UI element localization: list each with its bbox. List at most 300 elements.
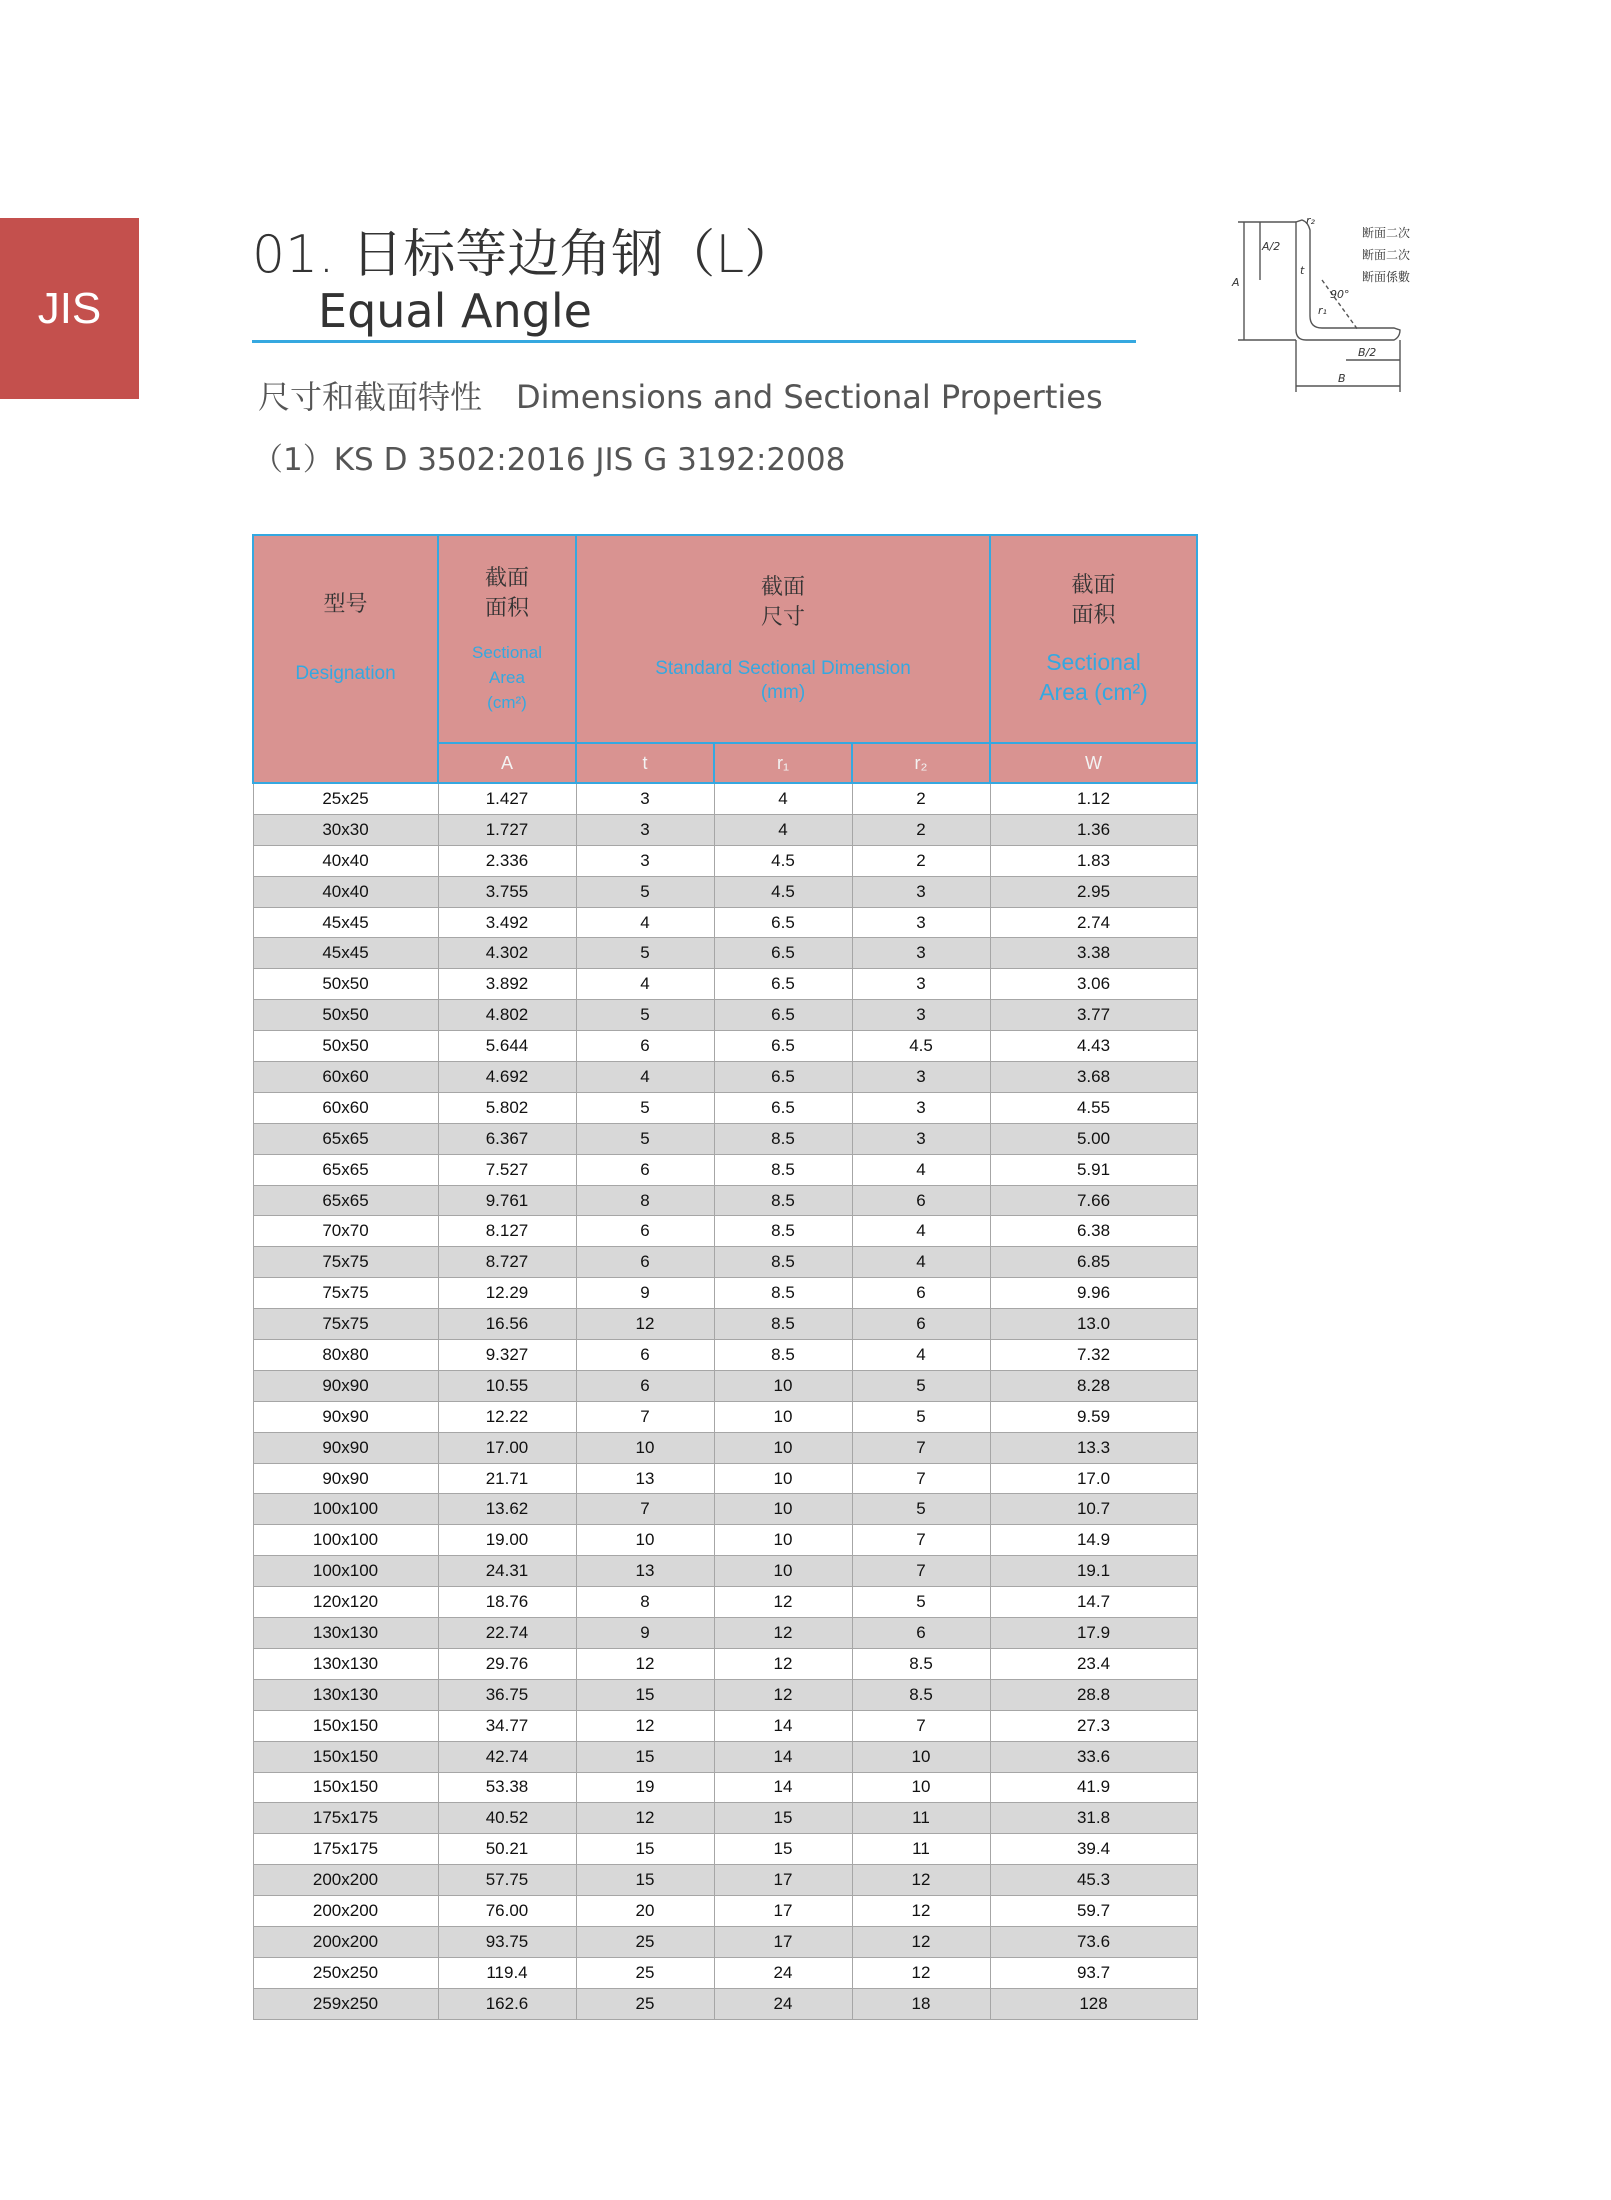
r2-cell: 12: [852, 1865, 990, 1896]
r2-cell: 10: [852, 1741, 990, 1772]
area-cell: 8.727: [438, 1247, 576, 1278]
w-cell: 5.91: [990, 1154, 1197, 1185]
t-cell: 9: [576, 1618, 714, 1649]
diagram-label-b: B: [1338, 372, 1346, 385]
designation-cell: 100x100: [253, 1494, 438, 1525]
table-row: [253, 969, 1197, 1000]
area-cell: 17.00: [438, 1432, 576, 1463]
r1-cell: 10: [714, 1370, 852, 1401]
t-cell: 12: [576, 1803, 714, 1834]
table-row: [253, 1896, 1197, 1927]
area-cell: 21.71: [438, 1463, 576, 1494]
diagram-label-r1: r₁: [1318, 304, 1327, 317]
area-cell: 93.75: [438, 1926, 576, 1957]
table-row: [253, 1309, 1197, 1340]
area-cell: 1.727: [438, 814, 576, 845]
t-cell: 5: [576, 1000, 714, 1031]
table-row: [253, 1278, 1197, 1309]
header-area-en-line2: Area: [489, 667, 525, 687]
area-cell: 18.76: [438, 1587, 576, 1618]
area-cell: 50.21: [438, 1834, 576, 1865]
w-cell: 31.8: [990, 1803, 1197, 1834]
table-row: [253, 1741, 1197, 1772]
table-row: [253, 1865, 1197, 1896]
r1-cell: 24: [714, 1988, 852, 2019]
w-cell: 2.74: [990, 907, 1197, 938]
w-cell: 17.0: [990, 1463, 1197, 1494]
designation-cell: 90x90: [253, 1370, 438, 1401]
w-cell: 6.85: [990, 1247, 1197, 1278]
r2-cell: 3: [852, 1092, 990, 1123]
r2-cell: 11: [852, 1803, 990, 1834]
designation-cell: 130x130: [253, 1618, 438, 1649]
area-cell: 5.644: [438, 1031, 576, 1062]
r1-cell: 10: [714, 1556, 852, 1587]
w-cell: 59.7: [990, 1896, 1197, 1927]
t-cell: 4: [576, 969, 714, 1000]
area-cell: 7.527: [438, 1154, 576, 1185]
r2-cell: 3: [852, 1123, 990, 1154]
r1-cell: 8.5: [714, 1278, 852, 1309]
area-cell: 22.74: [438, 1618, 576, 1649]
r1-cell: 8.5: [714, 1123, 852, 1154]
t-cell: 6: [576, 1247, 714, 1278]
t-cell: 15: [576, 1741, 714, 1772]
table-row: [253, 907, 1197, 938]
w-cell: 3.06: [990, 969, 1197, 1000]
designation-cell: 40x40: [253, 845, 438, 876]
r1-cell: 8.5: [714, 1154, 852, 1185]
designation-cell: 259x250: [253, 1988, 438, 2019]
table-row: [253, 1401, 1197, 1432]
t-cell: 15: [576, 1834, 714, 1865]
subheader-t: t: [576, 743, 714, 783]
t-cell: 9: [576, 1278, 714, 1309]
area-cell: 4.802: [438, 1000, 576, 1031]
w-cell: 13.3: [990, 1432, 1197, 1463]
r1-cell: 6.5: [714, 1031, 852, 1062]
r1-cell: 4: [714, 814, 852, 845]
t-cell: 12: [576, 1648, 714, 1679]
r2-cell: 2: [852, 845, 990, 876]
subheader-r1: r₁: [714, 743, 852, 783]
r1-cell: 6.5: [714, 1000, 852, 1031]
table-row: [253, 814, 1197, 845]
header-dim-cn-line1: 截面: [761, 575, 806, 600]
r1-cell: 15: [714, 1803, 852, 1834]
header-w-cn-line2: 面积: [1071, 603, 1116, 628]
w-cell: 17.9: [990, 1618, 1197, 1649]
r2-cell: 4: [852, 1247, 990, 1278]
diagram-label-a: A: [1232, 276, 1240, 289]
t-cell: 6: [576, 1340, 714, 1371]
table-row: [253, 1216, 1197, 1247]
t-cell: 7: [576, 1494, 714, 1525]
designation-cell: 60x60: [253, 1092, 438, 1123]
r1-cell: 4.5: [714, 876, 852, 907]
header-area-cn-line2: 面积: [484, 595, 529, 621]
r1-cell: 14: [714, 1741, 852, 1772]
table-row: [253, 1000, 1197, 1031]
w-cell: 5.00: [990, 1123, 1197, 1154]
header-w-cn-line1: 截面: [1071, 573, 1116, 598]
table-row: [253, 1247, 1197, 1278]
r1-cell: 14: [714, 1710, 852, 1741]
designation-cell: 45x45: [253, 938, 438, 969]
designation-cell: 80x80: [253, 1340, 438, 1371]
r1-cell: 10: [714, 1525, 852, 1556]
area-cell: 42.74: [438, 1741, 576, 1772]
diagram-label-angle: 90°: [1330, 288, 1350, 301]
w-cell: 45.3: [990, 1865, 1197, 1896]
area-cell: 119.4: [438, 1957, 576, 1988]
section-tab: [0, 218, 139, 399]
header-designation-cn: 型号: [323, 592, 368, 617]
r1-cell: 4.5: [714, 845, 852, 876]
designation-cell: 45x45: [253, 907, 438, 938]
designation-cell: 200x200: [253, 1926, 438, 1957]
w-cell: 39.4: [990, 1834, 1197, 1865]
table-row: [253, 1340, 1197, 1371]
r1-cell: 10: [714, 1494, 852, 1525]
table-body: [253, 783, 1197, 2019]
w-cell: 19.1: [990, 1556, 1197, 1587]
table-row: [253, 1494, 1197, 1525]
area-cell: 12.22: [438, 1401, 576, 1432]
r2-cell: 4: [852, 1340, 990, 1371]
designation-cell: 70x70: [253, 1216, 438, 1247]
table-row: [253, 1803, 1197, 1834]
header-area-cn-line1: 截面: [484, 565, 529, 591]
header-dim-en-line1: Standard Sectional Dimension: [655, 658, 911, 679]
area-cell: 4.692: [438, 1062, 576, 1093]
designation-cell: 150x150: [253, 1741, 438, 1772]
designation-cell: 150x150: [253, 1710, 438, 1741]
table-row: [253, 1587, 1197, 1618]
r2-cell: 8.5: [852, 1648, 990, 1679]
header-dim-cn-line2: 尺寸: [761, 605, 806, 630]
table-row: [253, 1957, 1197, 1988]
w-cell: 14.9: [990, 1525, 1197, 1556]
table-row: [253, 1123, 1197, 1154]
designation-cell: 100x100: [253, 1525, 438, 1556]
r2-cell: 3: [852, 969, 990, 1000]
header-sectional-area: [438, 535, 576, 743]
r2-cell: 6: [852, 1185, 990, 1216]
r2-cell: 4: [852, 1216, 990, 1247]
designation-cell: 250x250: [253, 1957, 438, 1988]
designation-cell: 40x40: [253, 876, 438, 907]
r1-cell: 17: [714, 1896, 852, 1927]
r2-cell: 5: [852, 1587, 990, 1618]
t-cell: 12: [576, 1710, 714, 1741]
designation-cell: 130x130: [253, 1679, 438, 1710]
table-row: [253, 1556, 1197, 1587]
w-cell: 1.83: [990, 845, 1197, 876]
table-row: [253, 1926, 1197, 1957]
r1-cell: 10: [714, 1432, 852, 1463]
area-cell: 3.892: [438, 969, 576, 1000]
t-cell: 10: [576, 1432, 714, 1463]
area-cell: 10.55: [438, 1370, 576, 1401]
designation-cell: 90x90: [253, 1463, 438, 1494]
r2-cell: 8.5: [852, 1679, 990, 1710]
t-cell: 5: [576, 938, 714, 969]
w-cell: 3.38: [990, 938, 1197, 969]
r2-cell: 7: [852, 1463, 990, 1494]
area-cell: 19.00: [438, 1525, 576, 1556]
r1-cell: 8.5: [714, 1340, 852, 1371]
designation-cell: 90x90: [253, 1432, 438, 1463]
legend-item: 断面二次: [1362, 226, 1411, 240]
r2-cell: 3: [852, 1062, 990, 1093]
w-cell: 3.68: [990, 1062, 1197, 1093]
r2-cell: 7: [852, 1556, 990, 1587]
t-cell: 4: [576, 907, 714, 938]
table-row: [253, 1834, 1197, 1865]
area-cell: 40.52: [438, 1803, 576, 1834]
r1-cell: 8.5: [714, 1309, 852, 1340]
designation-cell: 75x75: [253, 1247, 438, 1278]
r1-cell: 15: [714, 1834, 852, 1865]
r2-cell: 11: [852, 1834, 990, 1865]
table-row: [253, 1092, 1197, 1123]
diagram-label-t: t: [1300, 264, 1305, 277]
r1-cell: 8.5: [714, 1216, 852, 1247]
standard-reference: （1）KS D 3502:2016 JIS G 3192:2008: [252, 442, 846, 478]
table-row: [253, 1648, 1197, 1679]
table-row: [253, 1618, 1197, 1649]
header-dimension: [576, 535, 990, 743]
w-cell: 1.12: [990, 783, 1197, 814]
w-cell: 1.36: [990, 814, 1197, 845]
r2-cell: 2: [852, 814, 990, 845]
designation-cell: 25x25: [253, 783, 438, 814]
area-cell: 6.367: [438, 1123, 576, 1154]
r2-cell: 10: [852, 1772, 990, 1803]
designation-cell: 50x50: [253, 969, 438, 1000]
designation-cell: 200x200: [253, 1865, 438, 1896]
designation-cell: 65x65: [253, 1185, 438, 1216]
r2-cell: 3: [852, 876, 990, 907]
t-cell: 4: [576, 1062, 714, 1093]
header-area-en-line1: Sectional: [472, 642, 542, 662]
t-cell: 3: [576, 783, 714, 814]
r1-cell: 12: [714, 1679, 852, 1710]
r1-cell: 8.5: [714, 1247, 852, 1278]
designation-cell: 175x175: [253, 1834, 438, 1865]
designation-cell: 75x75: [253, 1309, 438, 1340]
area-cell: 13.62: [438, 1494, 576, 1525]
table-row: [253, 1463, 1197, 1494]
w-cell: 93.7: [990, 1957, 1197, 1988]
section-subtitle: [258, 372, 1103, 418]
r1-cell: 6.5: [714, 969, 852, 1000]
legend-item: 断面係數: [1362, 270, 1411, 284]
w-cell: 8.28: [990, 1370, 1197, 1401]
table-row: [253, 1185, 1197, 1216]
w-cell: 27.3: [990, 1710, 1197, 1741]
w-cell: 9.59: [990, 1401, 1197, 1432]
area-cell: 29.76: [438, 1648, 576, 1679]
area-cell: 2.336: [438, 845, 576, 876]
table-row: [253, 876, 1197, 907]
header-w-en-line2: Area (cm²): [1039, 679, 1148, 705]
area-cell: 5.802: [438, 1092, 576, 1123]
r2-cell: 7: [852, 1710, 990, 1741]
subtitle-en: Dimensions and Sectional Properties: [516, 378, 1103, 416]
header-dim-en-line2: (mm): [760, 682, 806, 703]
area-cell: 9.761: [438, 1185, 576, 1216]
subheader-w: W: [990, 743, 1197, 783]
r1-cell: 4: [714, 783, 852, 814]
diagram-legend: [1362, 222, 1410, 288]
t-cell: 7: [576, 1401, 714, 1432]
w-cell: 4.55: [990, 1092, 1197, 1123]
r2-cell: 12: [852, 1896, 990, 1927]
table-row: [253, 783, 1197, 814]
t-cell: 12: [576, 1309, 714, 1340]
area-cell: 3.755: [438, 876, 576, 907]
designation-cell: 130x130: [253, 1648, 438, 1679]
t-cell: 8: [576, 1587, 714, 1618]
t-cell: 5: [576, 1123, 714, 1154]
w-cell: 9.96: [990, 1278, 1197, 1309]
section-tab-label: JIS: [37, 283, 102, 333]
designation-cell: 30x30: [253, 814, 438, 845]
w-cell: 28.8: [990, 1679, 1197, 1710]
header-designation-en: Designation: [295, 663, 396, 684]
designation-cell: 65x65: [253, 1123, 438, 1154]
table-row: [253, 1154, 1197, 1185]
t-cell: 6: [576, 1031, 714, 1062]
w-cell: 2.95: [990, 876, 1197, 907]
header-area-en-line3: (cm²): [487, 692, 527, 712]
r1-cell: 17: [714, 1865, 852, 1896]
r1-cell: 12: [714, 1587, 852, 1618]
t-cell: 25: [576, 1957, 714, 1988]
w-cell: 3.77: [990, 1000, 1197, 1031]
t-cell: 13: [576, 1556, 714, 1587]
w-cell: 23.4: [990, 1648, 1197, 1679]
t-cell: 3: [576, 845, 714, 876]
title-divider: [252, 340, 1136, 343]
r1-cell: 14: [714, 1772, 852, 1803]
r2-cell: 2: [852, 783, 990, 814]
diagram-label-r2: r₂: [1306, 214, 1315, 227]
subheader-a: A: [438, 743, 576, 783]
t-cell: 3: [576, 814, 714, 845]
r1-cell: 12: [714, 1618, 852, 1649]
page-title-english: Equal Angle: [318, 284, 592, 338]
r1-cell: 8.5: [714, 1185, 852, 1216]
designation-cell: 120x120: [253, 1587, 438, 1618]
area-cell: 34.77: [438, 1710, 576, 1741]
designation-cell: 150x150: [253, 1772, 438, 1803]
w-cell: 33.6: [990, 1741, 1197, 1772]
w-cell: 6.38: [990, 1216, 1197, 1247]
r2-cell: 12: [852, 1957, 990, 1988]
table-row: [253, 1679, 1197, 1710]
r2-cell: 6: [852, 1618, 990, 1649]
equal-angle-table: [252, 534, 1198, 2020]
t-cell: 6: [576, 1216, 714, 1247]
r2-cell: 5: [852, 1494, 990, 1525]
r2-cell: 5: [852, 1401, 990, 1432]
area-cell: 9.327: [438, 1340, 576, 1371]
area-cell: 76.00: [438, 1896, 576, 1927]
designation-cell: 200x200: [253, 1896, 438, 1927]
t-cell: 15: [576, 1679, 714, 1710]
table-row: [253, 1432, 1197, 1463]
r2-cell: 3: [852, 938, 990, 969]
diagram-label-half-b: B/2: [1358, 346, 1377, 359]
w-cell: 7.66: [990, 1185, 1197, 1216]
r2-cell: 5: [852, 1370, 990, 1401]
r1-cell: 6.5: [714, 907, 852, 938]
r2-cell: 7: [852, 1525, 990, 1556]
table-row: [253, 1525, 1197, 1556]
r2-cell: 6: [852, 1309, 990, 1340]
r1-cell: 6.5: [714, 1062, 852, 1093]
t-cell: 6: [576, 1370, 714, 1401]
designation-cell: 100x100: [253, 1556, 438, 1587]
page-title: 01. 日标等边角钢（L）: [252, 225, 797, 285]
area-cell: 53.38: [438, 1772, 576, 1803]
r2-cell: 18: [852, 1988, 990, 2019]
r1-cell: 6.5: [714, 1092, 852, 1123]
designation-cell: 50x50: [253, 1031, 438, 1062]
r2-cell: 7: [852, 1432, 990, 1463]
area-cell: 1.427: [438, 783, 576, 814]
r2-cell: 12: [852, 1926, 990, 1957]
t-cell: 13: [576, 1463, 714, 1494]
designation-cell: 75x75: [253, 1278, 438, 1309]
w-cell: 41.9: [990, 1772, 1197, 1803]
t-cell: 25: [576, 1926, 714, 1957]
r2-cell: 6: [852, 1278, 990, 1309]
w-cell: 14.7: [990, 1587, 1197, 1618]
table-row: [253, 1988, 1197, 2019]
t-cell: 10: [576, 1525, 714, 1556]
table-row: [253, 845, 1197, 876]
w-cell: 7.32: [990, 1340, 1197, 1371]
r1-cell: 6.5: [714, 938, 852, 969]
r1-cell: 10: [714, 1463, 852, 1494]
area-cell: 24.31: [438, 1556, 576, 1587]
t-cell: 25: [576, 1988, 714, 2019]
designation-cell: 60x60: [253, 1062, 438, 1093]
table-row: [253, 1062, 1197, 1093]
t-cell: 19: [576, 1772, 714, 1803]
t-cell: 8: [576, 1185, 714, 1216]
r1-cell: 17: [714, 1926, 852, 1957]
r1-cell: 24: [714, 1957, 852, 1988]
designation-cell: 65x65: [253, 1154, 438, 1185]
t-cell: 5: [576, 876, 714, 907]
t-cell: 5: [576, 1092, 714, 1123]
area-cell: 3.492: [438, 907, 576, 938]
t-cell: 20: [576, 1896, 714, 1927]
area-cell: 4.302: [438, 938, 576, 969]
table-row: [253, 1370, 1197, 1401]
legend-item: 断面二次: [1362, 248, 1411, 262]
t-cell: 6: [576, 1154, 714, 1185]
header-w-en-line1: Sectional: [1046, 649, 1141, 675]
table-row: [253, 1031, 1197, 1062]
subtitle-cn: 尺寸和截面特性: [258, 378, 483, 416]
area-cell: 16.56: [438, 1309, 576, 1340]
